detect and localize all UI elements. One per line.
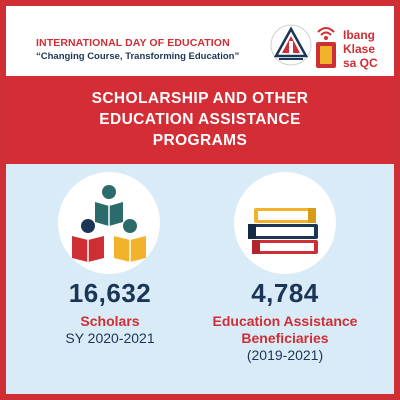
beneficiaries-count: 4,784 — [251, 278, 319, 308]
scholars-icon-circle — [58, 172, 160, 274]
header — [6, 6, 394, 76]
beneficiaries-label-line-1: Education Assistance — [212, 313, 358, 329]
scholars-count: 16,632 — [68, 278, 152, 308]
banner-line-3: PROGRAMS — [152, 132, 248, 149]
deped-logo-icon — [270, 24, 312, 66]
event-theme: “Changing Course, Transforming Education” — [36, 51, 240, 62]
banner-line-1: SCHOLARSHIP AND OTHER — [91, 90, 309, 107]
stack-of-books-icon — [234, 172, 336, 274]
beneficiaries-period: (2019-2021) — [246, 347, 324, 363]
ibang-line: Ibang — [343, 28, 375, 42]
qc-line: sa QC — [343, 56, 378, 70]
event-title: INTERNATIONAL DAY OF EDUCATION — [36, 37, 230, 49]
klase-line: Klase — [343, 42, 376, 56]
beneficiaries-label-line-2: Beneficiaries — [241, 330, 329, 346]
books-icon-circle — [234, 172, 336, 274]
scholars-period: SY 2020-2021 — [65, 330, 155, 346]
section-banner — [6, 76, 394, 164]
scholars-label: Scholars — [80, 313, 140, 329]
people-reading-books-icon — [58, 172, 160, 274]
banner-line-2: EDUCATION ASSISTANCE — [99, 111, 301, 128]
ibang-klase-logo — [312, 20, 392, 72]
stats-area — [6, 164, 394, 394]
